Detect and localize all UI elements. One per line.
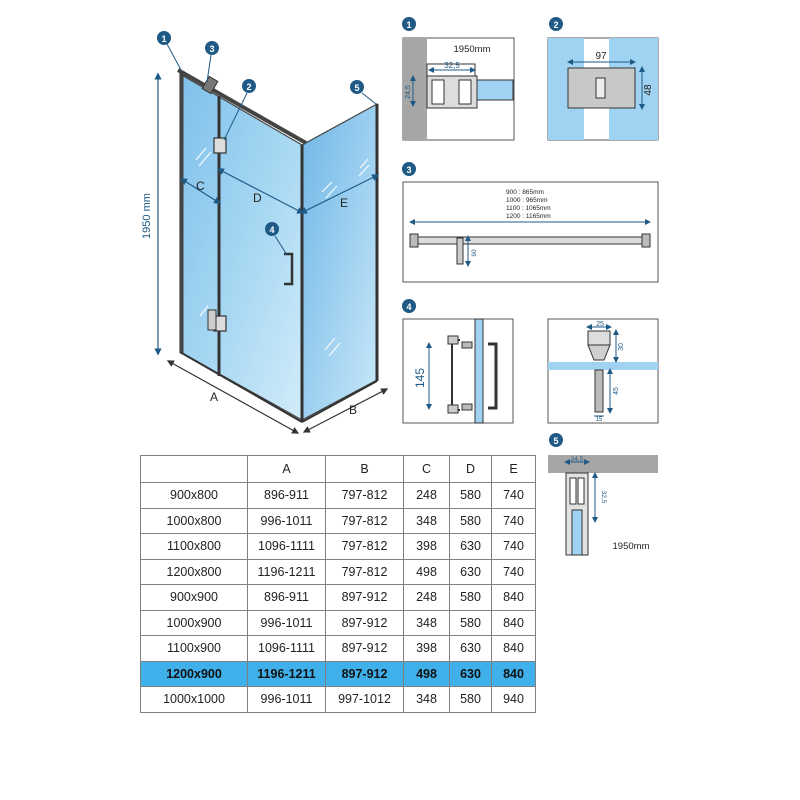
callout-1-label: 1 <box>161 34 167 44</box>
table-cell: 580 <box>450 483 492 509</box>
table-cell: 248 <box>404 483 450 509</box>
table-row <box>141 585 536 611</box>
detail-2-bullet: 2 <box>553 20 559 30</box>
table-cell: 997-1012 <box>326 687 404 713</box>
table-header: B <box>326 456 404 483</box>
table-cell: 348 <box>404 610 450 636</box>
detail-5-total-height: 1950mm <box>612 541 650 552</box>
table-size-cell: 1100x800 <box>141 534 248 560</box>
dim-label-e: E <box>340 196 349 210</box>
detail-3-size-3: 1100 : 1065mm <box>506 205 551 212</box>
table-row <box>141 687 536 713</box>
table-cell: 630 <box>450 661 492 687</box>
table-cell: 1096-1111 <box>248 636 326 662</box>
front-glass-panel <box>180 74 302 420</box>
table-row <box>141 483 536 509</box>
table-cell: 348 <box>404 687 450 713</box>
detail-5 <box>548 433 658 555</box>
detail-4-glass <box>475 319 483 423</box>
table-size-cell: 1000x900 <box>141 610 248 636</box>
detail-5-width: 24,5 <box>570 456 584 463</box>
detail-3 <box>402 162 658 282</box>
detail-2 <box>548 17 658 140</box>
table-cell: 996-1011 <box>248 687 326 713</box>
height-label: 1950 mm <box>141 193 153 239</box>
table-cell: 248 <box>404 585 450 611</box>
table-size-cell: 1200x800 <box>141 559 248 585</box>
table-cell: 797-812 <box>326 483 404 509</box>
table-size-cell: 1000x800 <box>141 508 248 534</box>
table-cell: 630 <box>450 534 492 560</box>
table-row <box>141 610 536 636</box>
detail-4b-low: 45 <box>613 387 620 395</box>
table-cell: 897-912 <box>326 610 404 636</box>
detail-1 <box>402 17 514 140</box>
table-cell: 630 <box>450 636 492 662</box>
table-cell: 498 <box>404 661 450 687</box>
table-size-cell: 1100x900 <box>141 636 248 662</box>
detail-4b-top: 25 <box>596 321 604 328</box>
table-cell: 797-812 <box>326 559 404 585</box>
table-cell: 580 <box>450 610 492 636</box>
detail-1-glass <box>477 80 513 100</box>
table-cell: 996-1011 <box>248 508 326 534</box>
callout-5-label: 5 <box>354 83 360 93</box>
detail-4-handle-length: 145 <box>413 367 427 389</box>
table-header <box>141 456 248 483</box>
detail-1-bullet: 1 <box>406 20 412 30</box>
table-size-cell: 1000x1000 <box>141 687 248 713</box>
table-header: D <box>450 456 492 483</box>
detail-2-height: 48 <box>643 84 654 96</box>
table-row <box>141 534 536 560</box>
detail-4-handle <box>402 299 513 423</box>
detail-3-size-4: 1200 : 1165mm <box>506 213 551 220</box>
callout-2-label: 2 <box>246 82 252 92</box>
detail-3-height: 60 <box>471 249 478 257</box>
detail-3-size-2: 1000 : 965mm <box>506 197 548 204</box>
table-cell: 498 <box>404 559 450 585</box>
table-header: C <box>404 456 450 483</box>
detail-3-bullet: 3 <box>406 165 412 175</box>
table-row <box>141 508 536 534</box>
table-cell: 940 <box>492 687 536 713</box>
table-cell: 840 <box>492 610 536 636</box>
table-cell: 897-912 <box>326 585 404 611</box>
detail-4-bullet: 4 <box>406 302 412 312</box>
table-cell: 740 <box>492 508 536 534</box>
table-cell: 580 <box>450 508 492 534</box>
side-glass-panel <box>302 104 377 420</box>
detail-4b-glass <box>548 362 658 370</box>
table-cell: 740 <box>492 534 536 560</box>
dimension-table <box>140 455 536 713</box>
table-cell: 740 <box>492 483 536 509</box>
table-row <box>141 661 536 687</box>
table-header: E <box>492 456 536 483</box>
table-header-row <box>141 456 536 483</box>
dim-label-c: C <box>196 179 205 193</box>
table-cell: 797-812 <box>326 508 404 534</box>
table-cell: 896-911 <box>248 585 326 611</box>
detail-4b-mid: 30 <box>618 343 625 351</box>
detail-5-ceiling <box>548 455 658 473</box>
detail-5-glass <box>572 510 582 555</box>
detail-1-height: 24,5 <box>405 85 412 99</box>
dim-label-a: A <box>210 390 219 404</box>
table-cell: 630 <box>450 559 492 585</box>
detail-4-foot <box>548 319 658 423</box>
table-cell: 840 <box>492 636 536 662</box>
table-cell: 1196-1211 <box>248 559 326 585</box>
table-body <box>141 483 536 713</box>
detail-2-width: 97 <box>595 51 607 62</box>
table-cell: 1096-1111 <box>248 534 326 560</box>
table-size-cell: 1200x900 <box>141 661 248 687</box>
table-cell: 1196-1211 <box>248 661 326 687</box>
table-cell: 398 <box>404 636 450 662</box>
hinge-upper <box>214 138 226 153</box>
detail-3-bar <box>414 237 646 244</box>
callout-3-label: 3 <box>209 44 215 54</box>
table-cell: 897-912 <box>326 636 404 662</box>
table-header: A <box>248 456 326 483</box>
dim-label-b: B <box>349 403 358 417</box>
detail-1-width: 32,5 <box>444 61 460 70</box>
detail-3-size-1: 900 : 865mm <box>506 189 544 196</box>
dim-label-d: D <box>253 191 262 205</box>
table-cell: 580 <box>450 585 492 611</box>
callout-4-label: 4 <box>269 225 275 235</box>
detail-1-total-height: 1950mm <box>453 44 491 55</box>
table-cell: 840 <box>492 661 536 687</box>
detail-5-bullet: 5 <box>553 436 559 446</box>
table-size-cell: 900x800 <box>141 483 248 509</box>
table-cell: 996-1011 <box>248 610 326 636</box>
detail-4b-bottom: 15 <box>595 417 603 423</box>
table-cell: 580 <box>450 687 492 713</box>
table-cell: 398 <box>404 534 450 560</box>
table-size-cell: 900x900 <box>141 585 248 611</box>
table-row <box>141 559 536 585</box>
detail-5-height: 32,5 <box>600 490 607 504</box>
main-enclosure-drawing <box>178 70 377 422</box>
table-cell: 840 <box>492 585 536 611</box>
table-row <box>141 636 536 662</box>
table-cell: 797-812 <box>326 534 404 560</box>
table-cell: 896-911 <box>248 483 326 509</box>
table-cell: 897-912 <box>326 661 404 687</box>
table-cell: 348 <box>404 508 450 534</box>
table-cell: 740 <box>492 559 536 585</box>
